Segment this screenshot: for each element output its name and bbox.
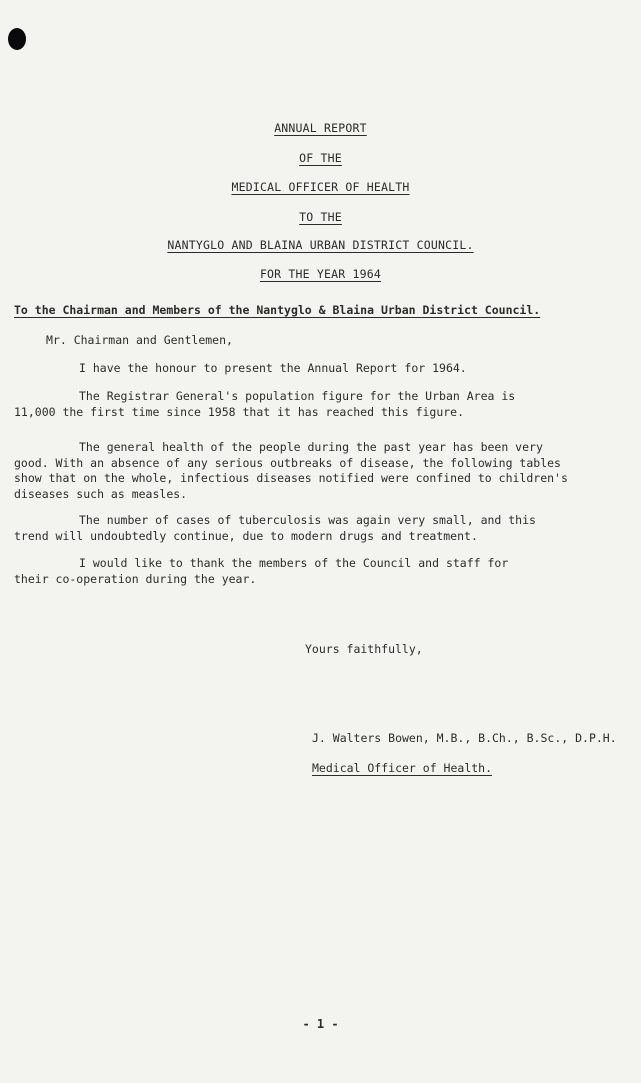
paragraph-general-health: The general health of the people during the past year has been very good. With an absence of any serious outbreaks of disease, the following tables show that on the whole, infectious diseases notified were confined to children's diseases such as measles.: [14, 440, 568, 501]
title-medical-officer: MEDICAL OFFICER OF HEALTH: [231, 180, 410, 194]
signatory-title: Medical Officer of Health.: [312, 761, 493, 775]
paragraph-population: The Registrar General's population figure for the Urban Area is 11,000 the first time since 1958 that it has reached this figure.: [14, 389, 516, 419]
signatory-name: J. Walters Bowen, M.B., B.Ch., B.Sc., D.P.H.: [312, 731, 617, 745]
title-council: NANTYGLO AND BLAINA URBAN DISTRICT COUNCIL.: [167, 238, 474, 252]
title-annual-report: ANNUAL REPORT: [274, 121, 367, 135]
valediction: Yours faithfully,: [305, 642, 423, 656]
punch-hole: [8, 28, 26, 50]
paragraph-tuberculosis: The number of cases of tuberculosis was again very small, and this trend will undoubtedly continue, due to modern drugs and treatment.: [14, 513, 536, 543]
paragraph-thanks: I would like to thank the members of the Council and staff for their co-operation during the year.: [14, 556, 509, 586]
title-of-the: OF THE: [299, 151, 342, 165]
greeting: Mr. Chairman and Gentlemen,: [46, 333, 233, 347]
salutation: To the Chairman and Members of the Nantyglo & Blaina Urban District Council.: [14, 303, 541, 317]
paragraph-intro: I have the honour to present the Annual Report for 1964.: [79, 361, 467, 375]
title-year: FOR THE YEAR 1964: [259, 267, 382, 281]
title-to-the: TO THE: [299, 210, 342, 224]
page-number: - 1 -: [302, 1017, 339, 1031]
